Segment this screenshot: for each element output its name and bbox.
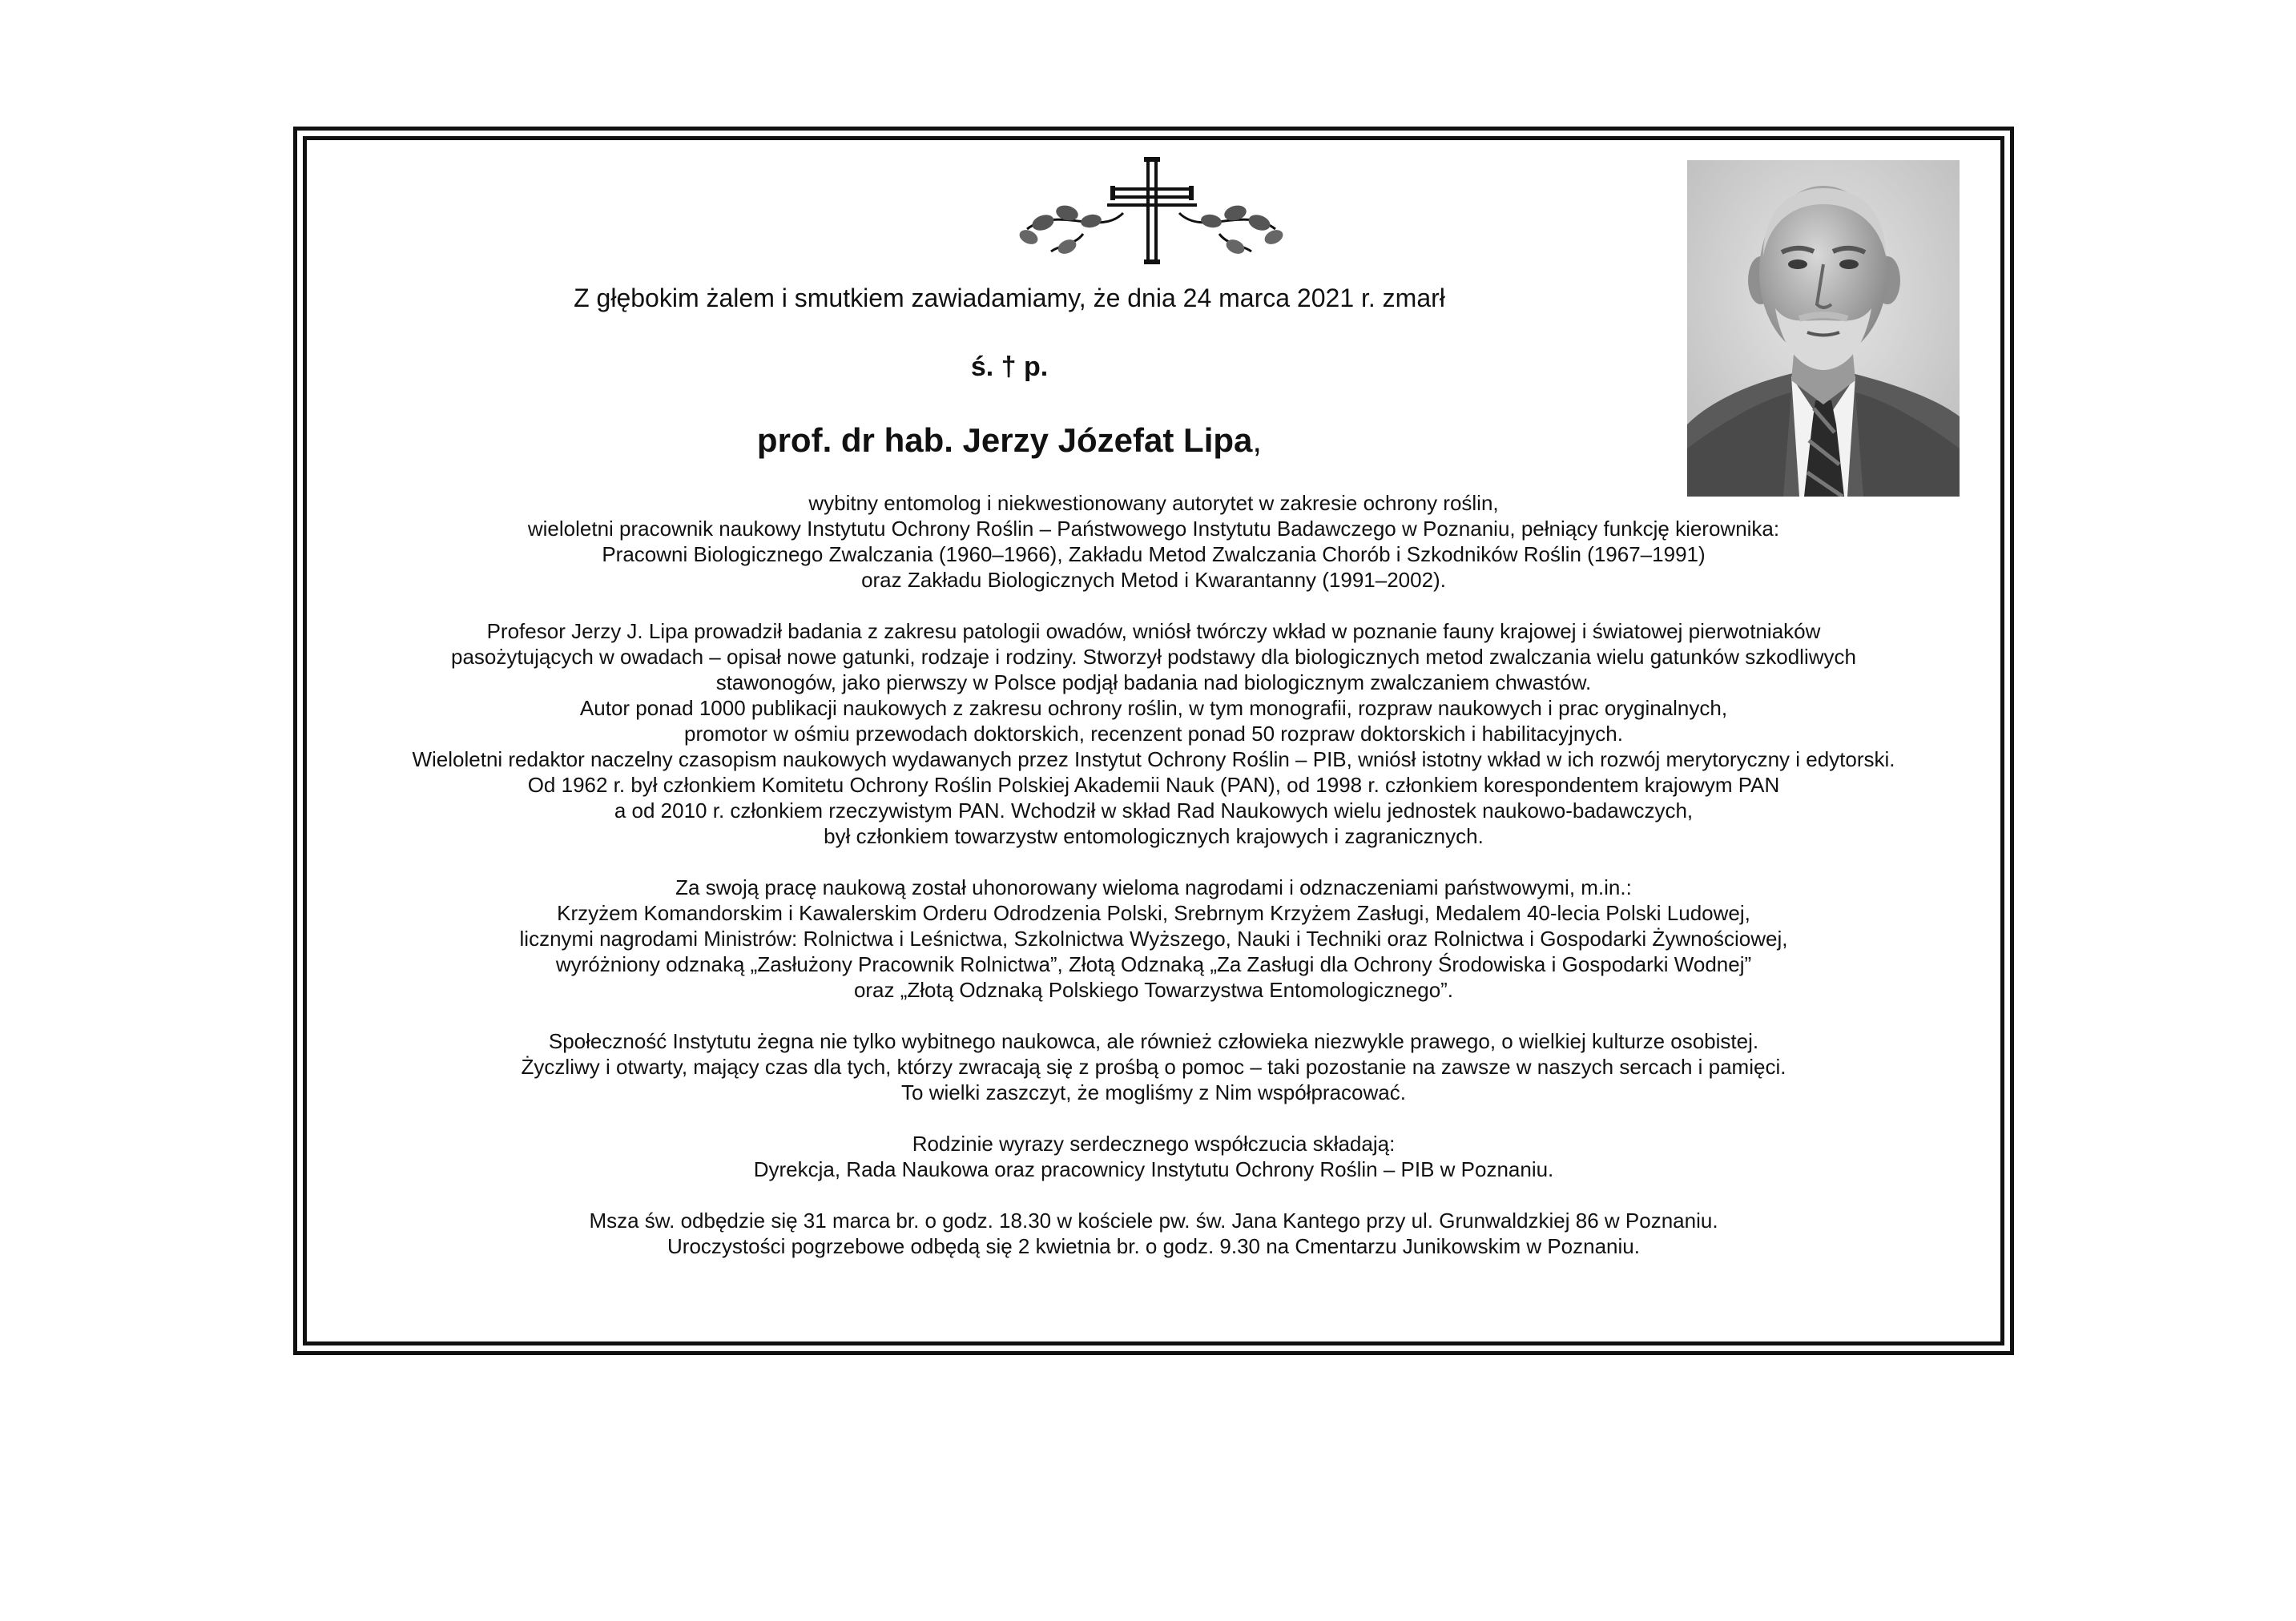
text-line: Dyrekcja, Rada Naukowa oraz pracownicy Instytutu Ochrony Roślin – PIB w Poznaniu. — [753, 1157, 1554, 1181]
text-line: licznymi nagrodami Ministrów: Rolnictwa i Leśnictwa, Szkolnictwa Wyższego, Nauki i Techniki oraz Rolnictwa i Gospodarki Żywnościowej, — [519, 927, 1788, 951]
paragraph-awards — [320, 875, 1987, 1003]
text-line: był członkiem towarzystw entomologicznych krajowych i zagranicznych. — [824, 824, 1484, 848]
text-line: Społeczność Instytutu żegna nie tylko wybitnego naukowca, ale również człowieka niezwykle prawego, o wielkiej kulturze osobistej. — [548, 1029, 1759, 1053]
cross-with-leaves-icon — [1011, 157, 1291, 266]
paragraph-achievements — [320, 618, 1987, 849]
text-line: Rodzinie wyrazy serdecznego współczucia składają: — [912, 1132, 1396, 1156]
text-line: oraz Zakładu Biologicznych Metod i Kwarantanny (1991–2002). — [861, 568, 1446, 592]
deceased-name-text: prof. dr hab. Jerzy Józefat Lipa — [756, 421, 1253, 459]
text-line: Profesor Jerzy J. Lipa prowadził badania z zakresu patologii owadów, wniósł twórczy wkład w poznanie fauny krajowej i światowej pierwotniaków — [486, 619, 1821, 643]
text-line: Autor ponad 1000 publikacji naukowych z zakresu ochrony roślin, w tym monografii, rozpraw naukowych i prac oryginalnych, — [579, 696, 1728, 720]
text-line: Wieloletni redaktor naczelny czasopism naukowych wydawanych przez Instytut Ochrony Roślin – PIB, wniósł istotny wkład w ich rozwój merytoryczny i edytorski. — [412, 747, 1895, 771]
deceased-name — [320, 420, 1698, 461]
text-line: Życzliwy i otwarty, mający czas dla tych, którzy zwracają się z prośbą o pomoc – taki pozostanie na zawsze w naszych sercach i pamięci. — [521, 1055, 1786, 1079]
paragraph-farewell — [320, 1028, 1987, 1105]
paragraph-funeral — [320, 1208, 1987, 1259]
text-line: Uroczystości pogrzebowe odbędą się 2 kwietnia br. o godz. 9.30 na Cmentarzu Junikowskim w Poznaniu. — [667, 1234, 1640, 1258]
text-line: wieloletni pracownik naukowy Instytutu Ochrony Roślin – Państwowego Instytutu Badawczego w Poznaniu, pełniący funkcję kierownika: — [527, 517, 1780, 541]
text-line: a od 2010 r. członkiem rzeczywistym PAN. Wchodził w skład Rad Naukowych wielu jednostek naukowo-badawczych, — [614, 798, 1694, 823]
text-line: Krzyżem Komandorskim i Kawalerskim Orderu Odrodzenia Polski, Srebrnym Krzyżem Zasługi, Medalem 40-lecia Polski Ludowej, — [557, 901, 1750, 925]
text-line: To wielki zaszczyt, że mogliśmy z Nim współpracować. — [901, 1080, 1406, 1104]
paragraph-condolences — [320, 1131, 1987, 1182]
text-line: Za swoją pracę naukową został uhonorowany wieloma nagrodami i odznaczeniami państwowymi, m.in.: — [675, 875, 1632, 899]
text-line: Pracowni Biologicznego Zwalczania (1960–1966), Zakładu Metod Zwalczania Chorób i Szkodników Roślin (1967–1991) — [602, 542, 1706, 566]
text-line: pasożytujących w owadach – opisał nowe gatunki, rodzaje i rodziny. Stworzył podstawy dla biologicznych metod zwalczania wielu gatunków szkodliwych — [451, 645, 1856, 669]
obituary-body — [320, 490, 1987, 1285]
paragraph-career — [320, 490, 1987, 593]
intro-line: Z głębokim żalem i smutkiem zawiadamiamy, że dnia 24 marca 2021 r. zmarł — [574, 284, 1445, 312]
deceased-name-suffix: , — [1252, 421, 1263, 459]
stp-line: ś. † p. — [970, 352, 1049, 382]
text-line: Od 1962 r. był członkiem Komitetu Ochrony Roślin Polskiej Akademii Nauk (PAN), od 1998 r. członkiem korespondentem krajowym PAN — [527, 773, 1780, 797]
portrait-photo — [1687, 160, 1960, 497]
text-line: promotor w ośmiu przewodach doktorskich, recenzent ponad 50 rozpraw doktorskich i habilitacyjnych. — [683, 722, 1623, 746]
text-line: Msza św. odbędzie się 31 marca br. o godz. 18.30 w kościele pw. św. Jana Kantego przy ul. Grunwaldzkiej 86 w Poznaniu. — [589, 1209, 1718, 1233]
text-line: stawonogów, jako pierwszy w Polsce podjął badania nad biologicznym zwalczaniem chwastów. — [715, 670, 1592, 694]
text-line: wybitny entomolog i niekwestionowany autorytet w zakresie ochrony roślin, — [808, 491, 1499, 515]
text-line: oraz „Złotą Odznaką Polskiego Towarzystwa Entomologicznego”. — [853, 978, 1454, 1002]
text-line: wyróżniony odznaką „Zasłużony Pracownik Rolnictwa”, Złotą Odznaką „Za Zasługi dla Ochrony Środowiska i Gospodarki Wodnej” — [555, 952, 1752, 976]
